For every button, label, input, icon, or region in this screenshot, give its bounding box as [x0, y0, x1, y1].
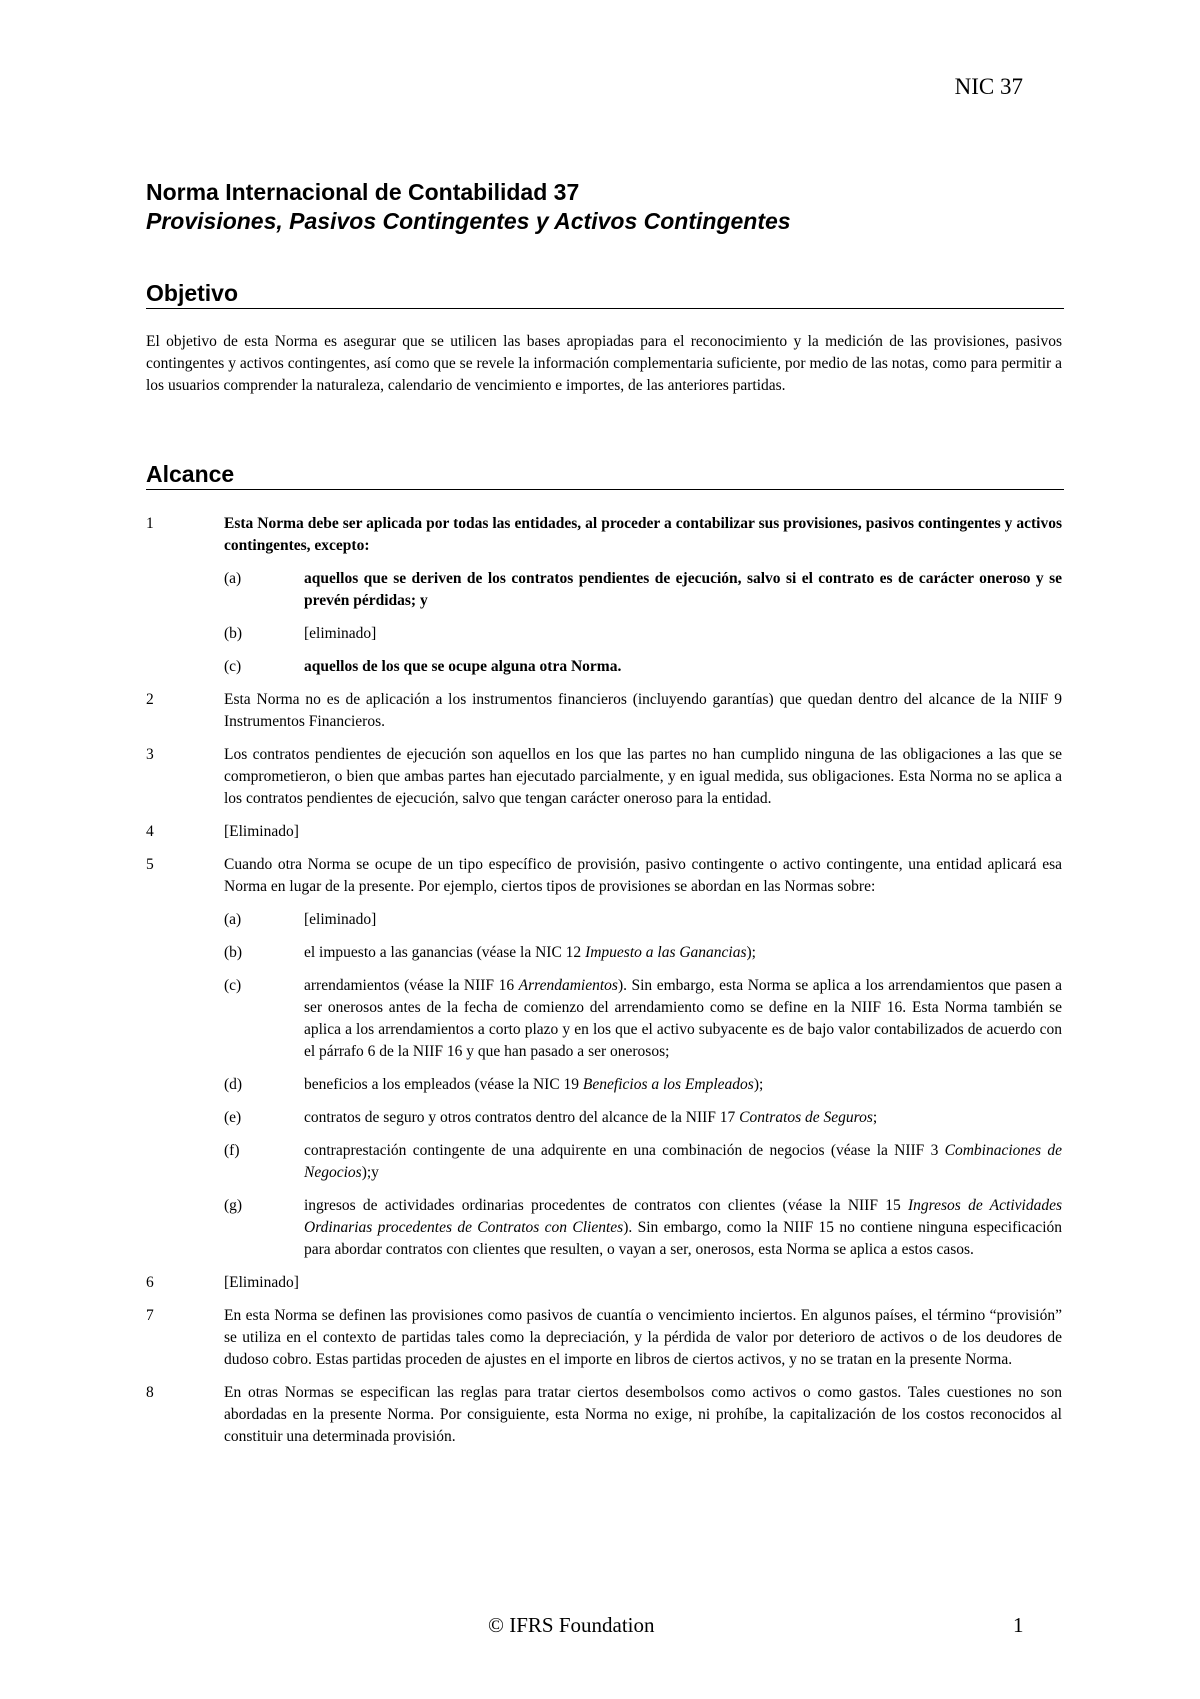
paragraph-text: Los contratos pendientes de ejecución son aquellos en los que las partes no han cumplido ninguna de las obligaciones a las que se comprometieron, o bien que ambas partes han ejecutado parcialmente, y en igual medida, sus obligaciones. Esta Norma no se aplica a los contratos pendientes de ejecución, salvo que tengan carácter oneroso para la entidad.: [224, 746, 1062, 807]
item-text-tail: );: [746, 944, 756, 961]
scope-paragraphs: [146, 513, 1062, 1459]
item-text-tail: ). Sin embargo, como la NIIF 15 no contiene ninguna especificación para abordar contratos con clientes que resulten, o vayan a ser, onerosos, esta Norma se aplica a estos casos.: [304, 1219, 1062, 1258]
section-heading-alcance: Alcance: [146, 461, 1064, 490]
standard-title: Norma Internacional de Contabilidad 37: [146, 179, 580, 205]
paragraph-number: 1: [146, 515, 154, 532]
item-text: aquellos de los que se ocupe alguna otra Norma.: [304, 658, 622, 675]
item-label: (e): [224, 1109, 242, 1126]
item-text-tail: );: [753, 1076, 764, 1093]
item-text: el impuesto a las ganancias (véase la NIC 12: [304, 944, 586, 961]
item-italic-title: Ingresos de Actividades Ordinarias procedentes de Contratos con Clientes: [304, 1197, 1062, 1236]
item-text: ingresos de actividades ordinarias procedentes de contratos con clientes (véase la NIIF 15: [304, 1197, 908, 1214]
item-label: (a): [224, 570, 242, 587]
list-item: [224, 656, 1062, 678]
paragraph-number: 2: [146, 691, 154, 708]
list-item: [224, 942, 1062, 964]
item-text: arrendamientos (véase la NIIF 16: [304, 977, 519, 994]
item-text: contratos de seguro y otros contratos dentro del alcance de la NIIF 17: [304, 1109, 740, 1126]
list-item: [224, 568, 1062, 612]
paragraph-8: [146, 1382, 1062, 1448]
paragraph-2: [146, 689, 1062, 733]
page-header-label: NIC 37: [954, 74, 1023, 99]
paragraph-number: 5: [146, 856, 154, 873]
item-label: (f): [224, 1142, 240, 1159]
paragraph-number: 6: [146, 1274, 154, 1291]
paragraph-text: En esta Norma se definen las provisiones como pasivos de cuantía o vencimiento inciertos. En algunos países, el término “provisión” se utiliza en el contexto de partidas tales como la depreciación, y la pérdida de valor por deterioro de activos o de los deudores de dudoso cobro. Estas partidas proceden de ajustes en el importe en libros de ciertos activos, y no se tratan en la presente Norma.: [224, 1307, 1062, 1368]
item-text-tail: ). Sin embargo, esta Norma se aplica a los arrendamientos que pasen a ser onerosos antes de la fecha de comienzo del arrendamiento como se define en la NIIF 16. Esta Norma también se aplica a los arrendamientos a corto plazo y en los que el activo subyacente es de bajo valor contabilizados de acuerdo con el párrafo 6 de la NIIF 16 y que han pasado a ser onerosos;: [304, 977, 1062, 1060]
item-label: (b): [224, 944, 243, 961]
item-italic-title: Beneficios a los Empleados: [582, 1076, 754, 1093]
paragraph-number: 7: [146, 1307, 154, 1324]
document-title: [146, 178, 1066, 236]
paragraph-7: [146, 1305, 1062, 1371]
paragraph-text: [Eliminado]: [224, 1274, 299, 1291]
paragraph-text: [Eliminado]: [224, 823, 299, 840]
item-label: (c): [224, 977, 242, 994]
item-label: (b): [224, 625, 243, 642]
paragraph-number: 3: [146, 746, 154, 763]
item-text: [eliminado]: [304, 911, 377, 928]
paragraph-number: 4: [146, 823, 154, 840]
item-text-tail: );y: [361, 1164, 379, 1181]
item-italic-title: Impuesto a las Ganancias: [585, 944, 747, 961]
paragraph-6: [146, 1272, 1062, 1294]
paragraph-text: Cuando otra Norma se ocupe de un tipo específico de provisión, pasivo contingente o activo contingente, una entidad aplicará esa Norma en lugar de la presente. Por ejemplo, ciertos tipos de provisiones se abordan en las Normas sobre:: [224, 856, 1062, 895]
item-italic-title: Contratos de Seguros: [739, 1109, 873, 1126]
paragraph-4: [146, 821, 1062, 843]
paragraph-1: [146, 513, 1062, 678]
page-number: 1: [1013, 1613, 1024, 1637]
item-label: (a): [224, 911, 242, 928]
paragraph-text: Esta Norma debe ser aplicada por todas las entidades, al proceder a contabilizar sus provisiones, pasivos contingentes y activos contingentes, excepto:: [224, 515, 1062, 554]
item-text: beneficios a los empleados (véase la NIC 19: [304, 1076, 583, 1093]
item-label: (d): [224, 1076, 243, 1093]
list-item: [224, 1107, 1062, 1129]
paragraph-text: En otras Normas se especifican las reglas para tratar ciertos desembolsos como activos o como gastos. Tales cuestiones no son abordadas en la presente Norma. Por consiguiente, esta Norma no exige, ni prohíbe, la capitalización de los costos reconocidos al constituir una determinada provisión.: [224, 1384, 1062, 1445]
item-label: (g): [224, 1197, 243, 1214]
paragraph-3: [146, 744, 1062, 810]
list-item: [224, 909, 1062, 931]
section-heading-objetivo: Objetivo: [146, 280, 1064, 309]
objective-paragraph: El objetivo de esta Norma es asegurar que se utilicen las bases apropiadas para el reconocimiento y la medición de las provisiones, pasivos contingentes y activos contingentes, así como que se revele la información complementaria suficiente, por medio de las notas, como para permitir a los usuarios comprender la naturaleza, calendario de vencimiento e importes, de las anteriores partidas.: [146, 333, 1062, 394]
paragraph-5: [146, 854, 1062, 1261]
standard-subtitle: Provisiones, Pasivos Contingentes y Activos Contingentes: [146, 208, 791, 234]
item-text: [eliminado]: [304, 625, 377, 642]
item-text: aquellos que se deriven de los contratos pendientes de ejecución, salvo si el contrato es de carácter oneroso y se prevén pérdidas; y: [304, 570, 1062, 609]
list-item: [224, 1140, 1062, 1184]
item-label: (c): [224, 658, 242, 675]
paragraph-number: 8: [146, 1384, 154, 1401]
item-text: contraprestación contingente de una adquirente en una combinación de negocios (véase la NIIF 3: [304, 1142, 945, 1159]
list-item: [224, 1074, 1062, 1096]
list-item: [224, 1195, 1062, 1261]
item-italic-title: Combinaciones de Negocios: [304, 1142, 1062, 1181]
item-italic-title: Arrendamientos: [518, 977, 618, 994]
list-item: [224, 975, 1062, 1063]
footer-copyright: © IFRS Foundation: [488, 1613, 655, 1637]
paragraph-text: Esta Norma no es de aplicación a los instrumentos financieros (incluyendo garantías) que quedan dentro del alcance de la NIIF 9 Instrumentos Financieros.: [224, 691, 1062, 730]
list-item: [224, 623, 1062, 645]
item-text-tail: ;: [872, 1109, 878, 1126]
